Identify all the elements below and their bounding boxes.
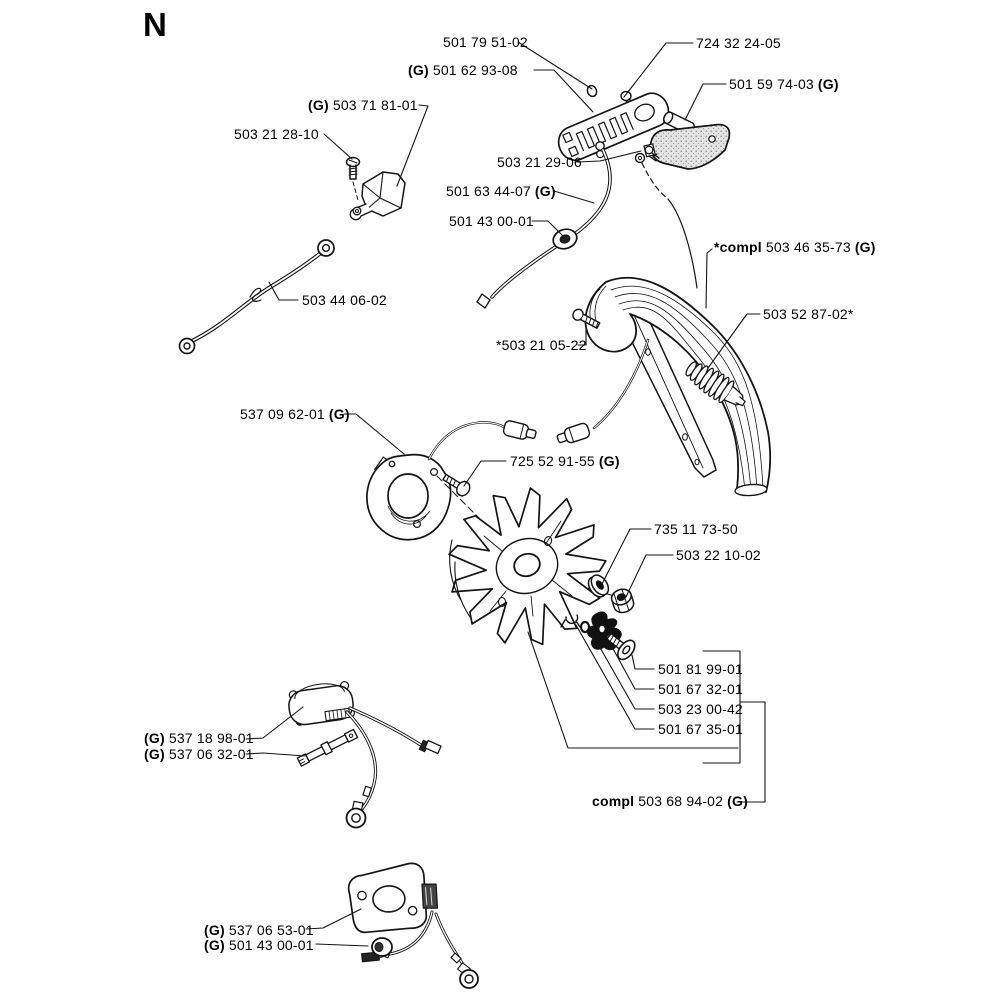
section-marker: N [143, 6, 167, 43]
part-label-503-44-06-02: 503 44 06-02 [302, 292, 387, 308]
leader-5032128 [324, 134, 352, 159]
part-label-537-18-98-01: (G) 537 18 98-01 [144, 730, 254, 746]
part-label-503-71-81-01: (G) 503 71 81-01 [308, 97, 418, 113]
part-label-735-11-73-50: 735 11 73-50 [654, 521, 738, 537]
part-label-501-81-99-01: 501 81 99-01 [658, 661, 743, 677]
part-label-537-06-32-01: (G) 537 06 32-01 [144, 746, 254, 762]
leader-5032210 [626, 555, 673, 597]
leader-7243224 [624, 43, 693, 97]
part-label-503-23-00-42: 503 23 00-42 [658, 701, 743, 717]
bracket-compl-5036894 [737, 702, 765, 802]
part-nut-5032210 [610, 587, 636, 615]
part-stop-switch [347, 158, 406, 220]
part-label-503-21-29-06: 503 21 29-06 [497, 154, 582, 170]
part-jumper-lead [297, 729, 358, 767]
part-label-503-21-05-22: *503 21 05-22 [496, 337, 587, 353]
part-handle-wire [556, 340, 648, 446]
part-label-501-67-32-01: 501 67 32-01 [658, 681, 743, 697]
part-label-537-06-53-01: (G) 537 06 53-01 [204, 922, 314, 938]
part-label-725-52-91-55: 725 52 91-55 (G) [510, 453, 620, 469]
leader-5014300b [316, 944, 368, 946]
leader-7351173 [602, 529, 651, 584]
part-label-537-09-62-01: 537 09 62-01 (G) [240, 406, 350, 422]
leader-5034635 [706, 249, 712, 308]
part-label-503-52-87-02: 503 52 87-02* [763, 306, 854, 322]
part-carb-spacer [346, 860, 478, 988]
part-label-501-43-00-01-b: (G) 501 43 00-01 [204, 937, 314, 953]
part-label-724-32-24-05: 724 32 24-05 [696, 35, 781, 51]
part-label-503-22-10-02: 503 22 10-02 [676, 547, 761, 563]
leader-5016344 [554, 191, 594, 203]
part-label-503-68-94-02: compl 503 68 94-02 (G) [592, 793, 748, 809]
part-label-501-43-00-01: 501 43 00-01 [449, 213, 534, 229]
part-label-501-79-51-02: 501 79 51-02 [443, 34, 528, 50]
part-label-501-59-74-03: 501 59 74-03 (G) [729, 76, 839, 92]
part-heater-wire [642, 163, 697, 288]
leader-5037181 [397, 105, 428, 186]
leader-5018199 [632, 655, 654, 669]
part-label-503-46-35-73: *compl 503 46 35-73 (G) [714, 239, 876, 255]
part-label-501-67-35-01: 501 67 35-01 [658, 721, 743, 737]
leader-7255291 [464, 461, 506, 486]
leader-5370962 [344, 414, 404, 454]
leader-5370632 [246, 753, 305, 756]
leader-5015974 [685, 84, 726, 120]
leader-5016293 [534, 70, 593, 112]
part-label-501-63-44-07: 501 63 44-07 (G) [446, 183, 556, 199]
leader-5017951 [518, 42, 592, 89]
part-label-501-62-93-08: (G) 501 62 93-08 [408, 62, 518, 78]
leader-lines [246, 42, 765, 946]
part-label-503-21-28-10: 503 21 28-10 [234, 126, 319, 142]
